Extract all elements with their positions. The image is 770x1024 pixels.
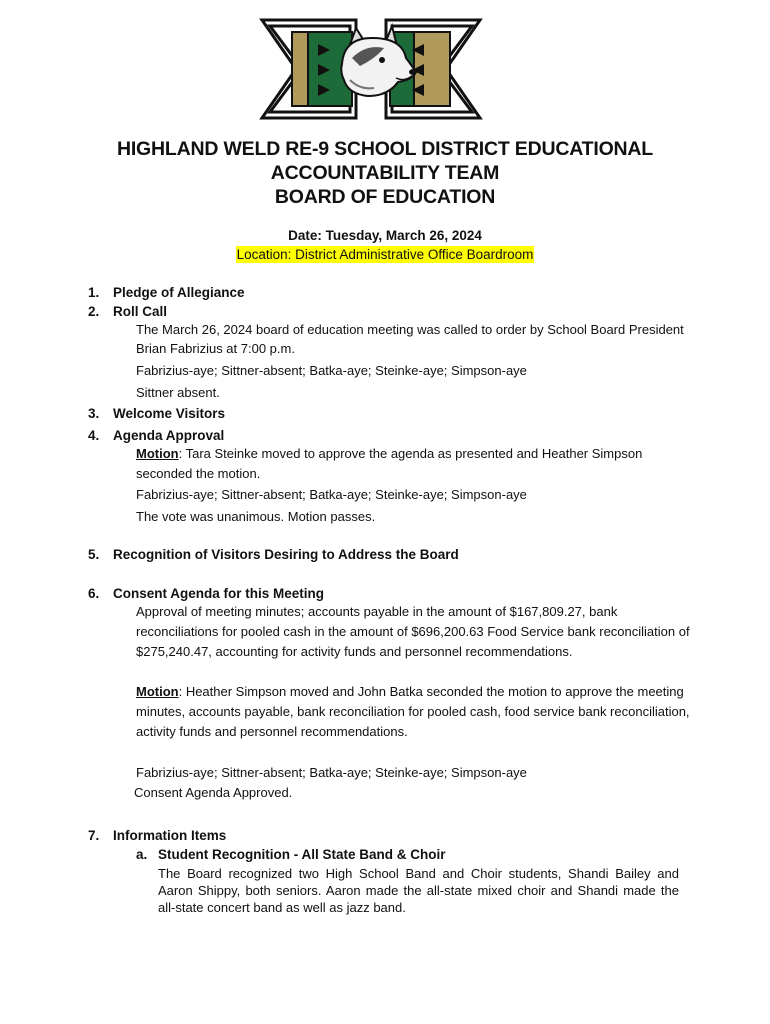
document-title bbox=[0, 137, 770, 209]
roll-call-note: Sittner absent. bbox=[136, 385, 220, 400]
consent-motion-line: minutes, accounts payable, bank reconciliation for pooled cash, food service bank reconciliation, bbox=[136, 704, 690, 719]
agenda-result: The vote was unanimous. Motion passes. bbox=[136, 509, 376, 524]
consent-line: reconciliations for pooled cash in the amount of $696,200.63 Food Service bank reconciliation of bbox=[136, 624, 690, 639]
consent-line: Approval of meeting minutes; accounts payable in the amount of $167,809.27, bank bbox=[136, 604, 618, 619]
item-heading-welcome: Welcome Visitors bbox=[113, 406, 226, 421]
student-recognition-text: The Board recognized two High School Band and Choir students, Shandi Bailey and Aaron Shippy, both seniors. Aaron made the all-state mixed choir and Shandi made the all-state concert band as well as jazz band. bbox=[158, 866, 679, 915]
meeting-date: Date: Tuesday, March 26, 2024 bbox=[288, 228, 482, 243]
meeting-location: Location: District Administrative Office Boardroom bbox=[236, 247, 534, 262]
item-heading-information-items: Information Items bbox=[113, 828, 227, 843]
subitem-letter: a. bbox=[136, 847, 148, 862]
roll-call-line: Brian Fabrizius at 7:00 p.m. bbox=[136, 341, 295, 356]
consent-votes: Fabrizius-aye; Sittner-absent; Batka-aye; Steinke-aye; Simpson-aye bbox=[136, 765, 527, 780]
item-heading-roll-call: Roll Call bbox=[113, 304, 168, 319]
agenda-motion-line: seconded the motion. bbox=[136, 466, 261, 481]
agenda-votes: Fabrizius-aye; Sittner-absent; Batka-aye; Steinke-aye; Simpson-aye bbox=[136, 487, 527, 502]
title-line-3: BOARD OF EDUCATION bbox=[274, 186, 496, 208]
title-line-1: HIGHLAND WELD RE-9 SCHOOL DISTRICT EDUCATIONAL bbox=[116, 138, 654, 160]
consent-line: $275,240.47, accounting for activity funds and personnel recommendations. bbox=[136, 644, 573, 659]
roll-call-line: The March 26, 2024 board of education meeting was called to order by School Board President bbox=[136, 322, 684, 337]
motion-label: Motion bbox=[136, 684, 179, 699]
agenda-motion-line: Motion: Tara Steinke moved to approve the agenda as presented and Heather Simpson bbox=[136, 446, 643, 461]
item-number: 2. bbox=[88, 304, 100, 319]
consent-motion-line: activity funds and personnel recommendations. bbox=[136, 724, 408, 739]
motion-label: Motion bbox=[136, 446, 179, 461]
item-number: 7. bbox=[88, 828, 100, 843]
item-number: 1. bbox=[88, 285, 100, 300]
item-heading-recognition-visitors: Recognition of Visitors Desiring to Address the Board bbox=[113, 547, 459, 562]
consent-motion-line: Motion: Heather Simpson moved and John Batka seconded the motion to approve the meeting bbox=[136, 684, 684, 699]
meeting-info bbox=[0, 226, 770, 263]
title-line-2: ACCOUNTABILITY TEAM bbox=[270, 162, 500, 184]
item-number: 5. bbox=[88, 547, 100, 562]
district-logo bbox=[256, 14, 486, 124]
subitem-heading-student-recognition: Student Recognition - All State Band & Choir bbox=[158, 847, 446, 862]
item-number: 6. bbox=[88, 586, 100, 601]
item-heading-agenda-approval: Agenda Approval bbox=[113, 428, 225, 443]
item-heading-consent-agenda: Consent Agenda for this Meeting bbox=[113, 586, 325, 601]
item-heading-pledge: Pledge of Allegiance bbox=[113, 285, 245, 300]
item-number: 3. bbox=[88, 406, 100, 421]
consent-result: Consent Agenda Approved. bbox=[134, 785, 293, 800]
item-number: 4. bbox=[88, 428, 100, 443]
roll-call-votes: Fabrizius-aye; Sittner-absent; Batka-aye; Steinke-aye; Simpson-aye bbox=[136, 363, 527, 378]
